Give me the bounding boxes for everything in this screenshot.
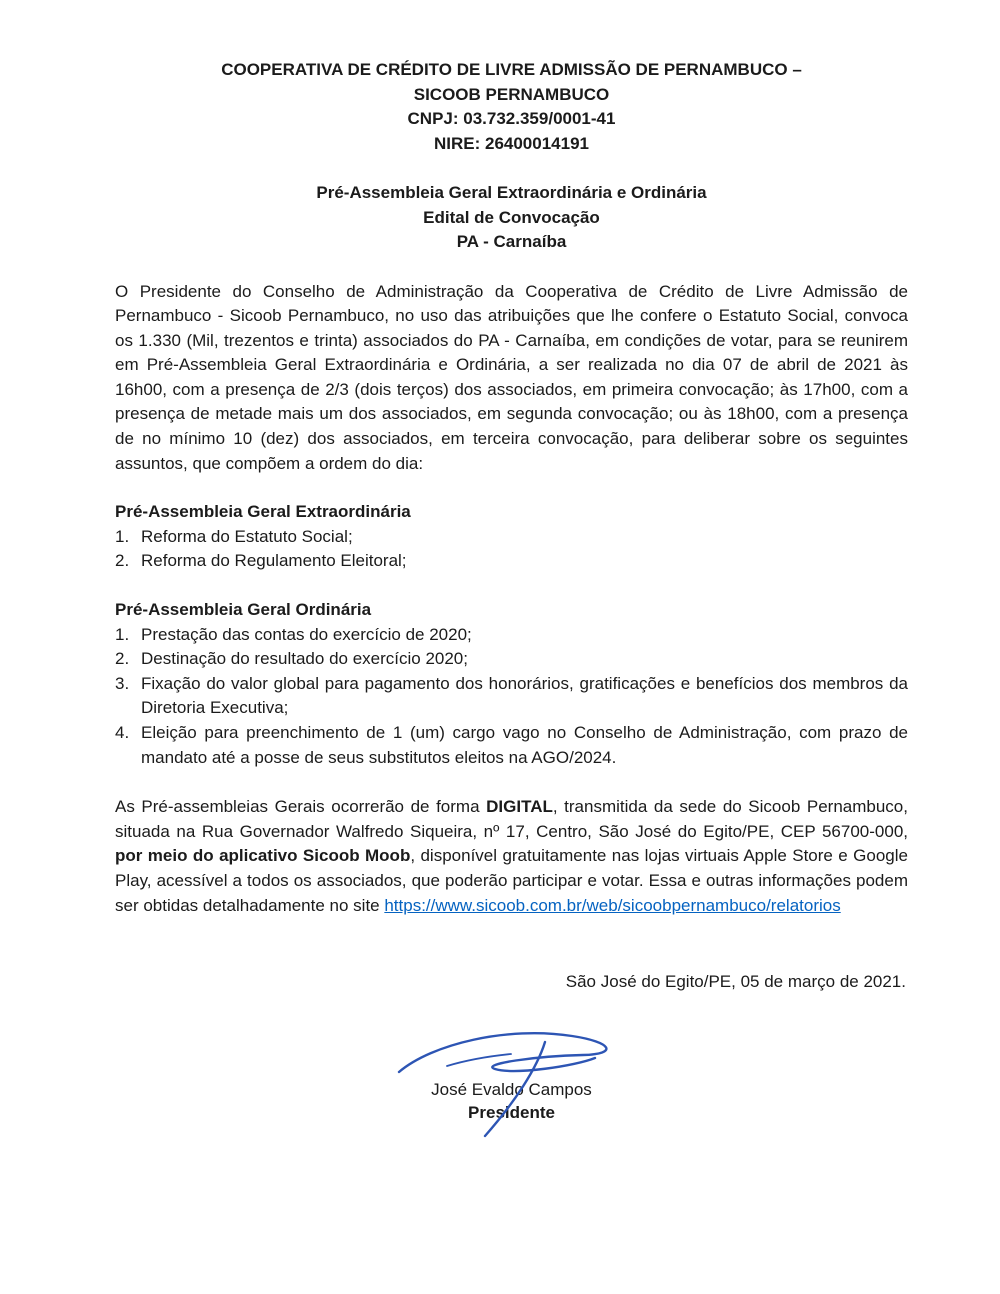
signer-name: José Evaldo Campos xyxy=(431,1080,592,1100)
agenda-item xyxy=(115,647,908,672)
section-title: Pré-Assembleia Geral Ordinária xyxy=(115,600,372,620)
agenda-item-text: Prestação das contas do exercício de 2020; xyxy=(141,624,472,644)
nire-line: NIRE: 26400014191 xyxy=(433,133,589,153)
bold-text: por meio do aplicativo Sicoob Moob xyxy=(115,846,411,866)
agenda-item-text: Eleição para preenchimento de 1 (um) cargo vago no Conselho de Administração, com prazo de mandato até a posse de seus substitutos eleitos na AGO/2024. xyxy=(141,723,908,767)
intro-paragraph: O Presidente do Conselho de Administração da Cooperativa de Crédito de Livre Admissão de Pernambuco - Sicoob Pernambuco, no uso das atribuições que lhe confere o Estatuto Social, convoca os 1.330 (Mil, trezentos e trinta) associados do PA - Carnaíba, em condições de votar, para se reunirem em Pré-Assembleia Geral Extraordinária e Ordinária, a ser realizada no dia 07 de abril de 2021 às 16h00, com a presença de 2/3 (dois terços) dos associados, em primeira convocação; às 17h00, com a presença de metade mais um dos associados, em segunda convocação; ou às 18h00, com a presença de no mínimo 10 (dez) dos associados, em terceira convocação, para deliberar sobre os seguintes assuntos, que compõem a ordem do dia: xyxy=(115,281,908,473)
date-line: São José do Egito/PE, 05 de março de 2021. xyxy=(565,972,906,992)
agenda-item-text: Reforma do Estatuto Social; xyxy=(141,526,353,546)
signer-title: Presidente xyxy=(468,1103,555,1123)
agenda-item-text: Fixação do valor global para pagamento dos honorários, gratificações e benefícios dos membros da Diretoria Executiva; xyxy=(141,673,908,718)
agenda-item xyxy=(115,623,908,648)
agenda-sections xyxy=(115,500,908,770)
agenda-item-number: 2. xyxy=(115,551,130,571)
agenda-item-number: 3. xyxy=(115,673,130,693)
body-text: , transmitida da sede do Sicoob Pernambuco, situada na Rua Governador Walfredo Siqueira, nº 17, Centro, São José do Egito/PE, CEP 56700-000, xyxy=(115,797,908,841)
org-name-line2: SICOOB PERNAMBUCO xyxy=(413,84,610,104)
body-text: As Pré-assembleias Gerais ocorrerão de forma xyxy=(115,797,487,817)
org-name-line1: COOPERATIVA DE CRÉDITO DE LIVRE ADMISSÃO DE PERNAMBUCO – xyxy=(221,60,802,79)
signature-block xyxy=(115,1020,908,1124)
document-header xyxy=(115,58,908,156)
agenda-item xyxy=(115,525,908,550)
body-text: , disponível gratuitamente nas lojas virtuais Apple Store e Google Play, acessível a todos os associados, que poderão participar e votar. Essa e outras informações podem ser obtidas detalhadamente no site xyxy=(115,846,908,915)
agenda-item-text: Destinação do resultado do exercício 2020; xyxy=(141,649,468,669)
agenda-item-number: 1. xyxy=(115,624,130,644)
relatorios-link[interactable]: https://www.sicoob.com.br/web/sicoobpernambuco/relatorios xyxy=(384,895,841,915)
bold-text: DIGITAL xyxy=(486,797,553,817)
agenda-item xyxy=(115,721,908,770)
agenda-item xyxy=(115,672,908,721)
closing-paragraph xyxy=(115,795,908,918)
document-title-line3: PA - Carnaíba xyxy=(456,232,567,251)
section-title: Pré-Assembleia Geral Extraordinária xyxy=(115,502,411,522)
agenda-item-number: 4. xyxy=(115,723,130,742)
agenda-section xyxy=(115,598,908,770)
document-title-line2: Edital de Convocação xyxy=(423,207,600,227)
agenda-item-text: Reforma do Regulamento Eleitoral; xyxy=(141,551,407,571)
agenda-item xyxy=(115,549,908,574)
cnpj-line: CNPJ: 03.732.359/0001-41 xyxy=(407,109,616,128)
agenda-item-number: 1. xyxy=(115,526,130,546)
document-title-line1: Pré-Assembleia Geral Extraordinária e Ordinária xyxy=(316,183,707,202)
document-title-block xyxy=(115,181,908,255)
agenda-section xyxy=(115,500,908,574)
agenda-item-number: 2. xyxy=(115,649,130,669)
